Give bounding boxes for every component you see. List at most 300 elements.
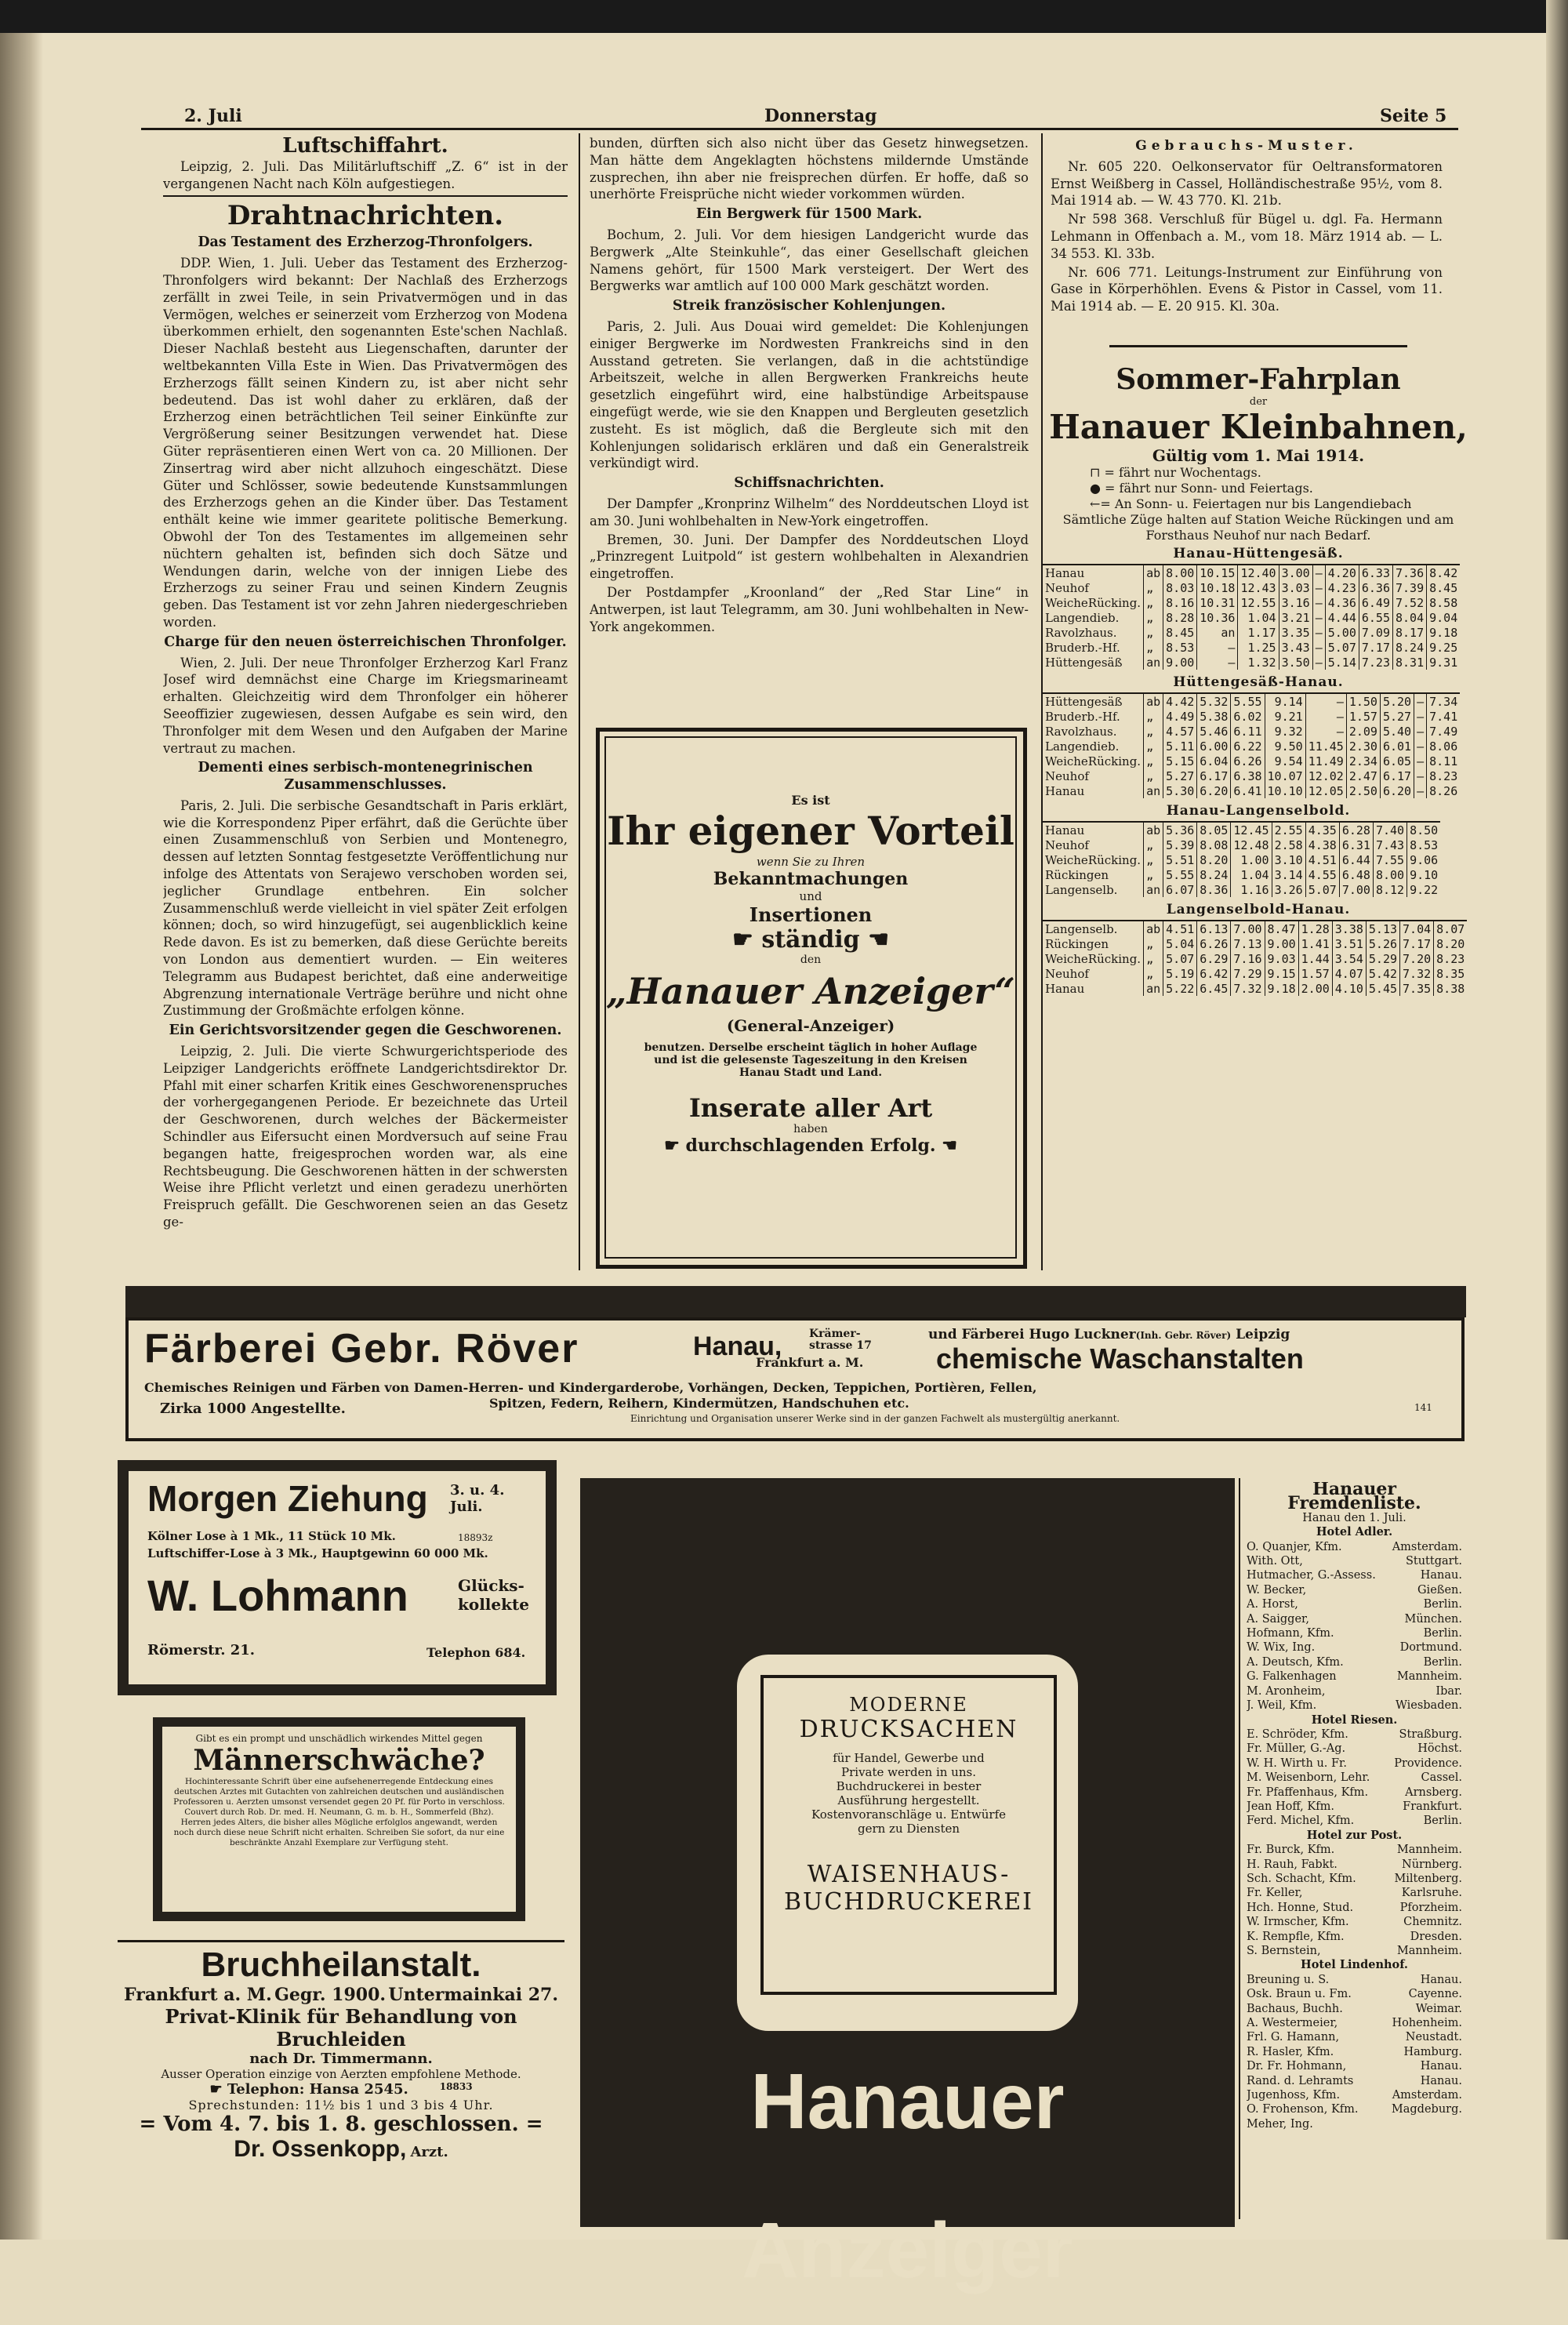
time-cell: 5.07 — [1305, 882, 1339, 897]
time-cell: — — [1414, 739, 1427, 754]
time-cell: 9.10 — [1407, 867, 1441, 882]
time-cell: 12.55 — [1238, 595, 1279, 610]
time-cell: 7.41 — [1427, 709, 1461, 724]
guest-row — [1247, 2002, 1462, 2016]
roever-services: Chemisches Reinigen und Färben von Damen-Herren- und Kindergarderobe, Vorhängen, Decken, Teppichen, Portièren, Fellen, — [144, 1380, 1037, 1395]
time-cell: 9.32 — [1265, 724, 1305, 739]
guest-name: Fr. Pfaffenhaus, Kfm. — [1247, 1786, 1369, 1799]
guest-origin: Cassel. — [1421, 1771, 1462, 1785]
time-cell: 9.14 — [1265, 693, 1305, 709]
time-cell: 8.42 — [1427, 565, 1461, 580]
time-cell: 5.27 — [1163, 768, 1197, 783]
bruch-doctor-title: Arzt. — [410, 2144, 448, 2160]
time-cell: 12.43 — [1238, 580, 1279, 595]
legend-2: ● = fährt nur Sonn- und Feiertags. — [1090, 481, 1313, 496]
roever-note: Einrichtung und Organisation unserer Werke sind in der ganzen Fachwelt als mustergültig anerkannt. — [630, 1413, 1120, 1424]
bruch-phone-row — [118, 2081, 564, 2098]
time-cell: 7.40 — [1373, 822, 1406, 837]
time-cell: 6.38 — [1231, 768, 1265, 783]
guest-origin: Mannheim. — [1396, 1945, 1462, 1957]
time-cell: — — [1312, 565, 1325, 580]
time-cell: 1.25 — [1238, 640, 1279, 655]
time-cell: 8.45 — [1427, 580, 1461, 595]
guest-origin: Nürnberg. — [1402, 1858, 1462, 1871]
heading-drahtnachrichten: Drahtnachrichten. — [227, 200, 504, 232]
binding-edge — [0, 0, 43, 2240]
fahrplan-note: Sämtliche Züge halten auf Station Weiche Rückingen und am Forsthaus Neuhof nur nach Bedarf. — [1062, 512, 1454, 543]
guest-list-post — [1247, 1843, 1462, 1958]
guest-name: Hch. Honne, Stud. — [1247, 1901, 1354, 1914]
time-cell: 1.17 — [1238, 625, 1279, 640]
arr-dep: „ — [1144, 768, 1163, 783]
fremden-hotel: Hotel Lindenhof. — [1301, 1958, 1408, 1972]
time-cell: 11.49 — [1305, 754, 1346, 768]
time-cell: 6.20 — [1197, 783, 1231, 798]
time-cell: 5.30 — [1163, 783, 1197, 798]
guest-origin: Amsterdam. — [1392, 1540, 1462, 1553]
maenner-body: Hochinteressante Schrift über eine aufsehenerregende Entdeckung eines deutschen Arztes mit Gutachten von zahlreichen deutschen und ausländischen Professoren u. Aerzten umsonst versendet gegen 20 Pf. für Porto in verschloss. Couvert durch Rob. Dr. med. H. Neumann, G. m. b. H., Sommerfeld (Bhz). Herren jedes Alters, die bisher alles Mögliche erfolglos angewandt, werden noch durch diese neue Schrift nicht erhalten. Schreiben Sie sofort, da nur eine beschränkte Anzahl Exemplare zur Verfügung steht. — [173, 1777, 505, 1847]
guest-origin: Wiesbaden. — [1395, 1699, 1462, 1713]
gm-3: Nr. 606 771. Leitungs-Instrument zur Einführung von Gase in Körperhöhlen. Evens & Pistor in Cassel, vom 11. Mai 1914 ab. — E. 20 915. Kl. 30a. — [1051, 264, 1443, 314]
guest-origin: Straßburg. — [1399, 1727, 1462, 1741]
guest-row — [1247, 1901, 1462, 1915]
time-cell: — — [1197, 640, 1238, 655]
timetable-row — [1043, 565, 1460, 580]
time-cell: 8.23 — [1434, 951, 1468, 966]
time-cell: 3.35 — [1279, 625, 1312, 640]
time-cell: 4.51 — [1305, 852, 1339, 867]
time-cell: 6.33 — [1359, 565, 1392, 580]
time-cell: 6.31 — [1339, 837, 1373, 852]
guest-origin: Karlsruhe. — [1401, 1887, 1462, 1900]
fremden-hotel: Hotel zur Post. — [1306, 1828, 1403, 1842]
subheading-schiff: Schiffsnachrichten. — [734, 475, 884, 492]
guest-origin: Hanau. — [1420, 2074, 1462, 2087]
timetable-row — [1043, 837, 1440, 852]
ad-vorteil-inner — [604, 736, 1017, 1259]
guest-row — [1247, 2117, 1462, 2131]
guest-row — [1247, 1973, 1462, 1987]
heading-gebrauchsmuster: Gebrauchs-Muster. — [1135, 138, 1358, 154]
time-cell: 2.30 — [1346, 739, 1380, 754]
ad-text: und — [799, 889, 822, 903]
time-cell: 6.07 — [1163, 882, 1197, 897]
guest-row — [1247, 1872, 1462, 1886]
timetable-row — [1043, 867, 1440, 882]
station-name: Hanau — [1043, 822, 1144, 837]
time-cell: 4.55 — [1305, 867, 1339, 882]
guest-name: With. Ott, — [1247, 1555, 1303, 1568]
guest-origin: Berlin. — [1423, 1815, 1462, 1828]
guest-name: Frl. G. Hamann, — [1247, 2031, 1340, 2044]
header-date: 2. Juli — [184, 106, 242, 126]
lohmann-kollekte: Glücks-kollekte — [458, 1576, 529, 1614]
arr-dep: ab — [1144, 565, 1163, 580]
guest-row — [1247, 1727, 1462, 1742]
ad-text: Inserate aller Art — [688, 1093, 933, 1123]
arr-dep: an — [1144, 783, 1163, 798]
col-rule-1 — [579, 133, 580, 1270]
guest-list-lindenhof — [1247, 1973, 1462, 2131]
guest-name: H. Rauh, Fabkt. — [1247, 1858, 1338, 1871]
time-cell: 12.05 — [1305, 783, 1346, 798]
guest-name: W. Wix, Ing. — [1247, 1641, 1316, 1655]
guest-name: A. Saigger, — [1247, 1612, 1309, 1626]
guest-name: Ferd. Michel, Kfm. — [1247, 1815, 1355, 1828]
time-cell: 3.50 — [1279, 655, 1312, 670]
station-name: Hanau — [1045, 981, 1085, 996]
time-cell: 3.51 — [1332, 936, 1366, 951]
timetable-row — [1043, 822, 1440, 837]
guest-name: Hutmacher, G.-Assess. — [1247, 1569, 1376, 1582]
guest-row — [1247, 1756, 1462, 1771]
timetable-row — [1043, 754, 1460, 768]
time-cell: 8.24 — [1197, 867, 1231, 882]
time-cell: 6.26 — [1197, 936, 1231, 951]
timetable-3 — [1043, 821, 1440, 897]
arr-dep: „ — [1144, 966, 1163, 981]
station-name: Bruderb.-Hf. — [1045, 709, 1120, 724]
guest-name: O. Quanjer, Kfm. — [1247, 1540, 1342, 1553]
guest-row — [1247, 1583, 1462, 1597]
timetable-row — [1043, 625, 1460, 640]
roever-street: Krämer-strasse 17 — [809, 1328, 872, 1352]
time-cell: 8.20 — [1434, 936, 1468, 951]
ad-lohmann-frame — [118, 1460, 557, 1695]
time-cell: 6.17 — [1197, 768, 1231, 783]
lohmann-ziehung: Morgen Ziehung — [147, 1478, 428, 1519]
station-name: Langendieb. — [1045, 610, 1120, 625]
time-cell: 7.52 — [1393, 595, 1427, 610]
time-cell: 1.44 — [1298, 951, 1332, 966]
guest-origin: Miltenberg. — [1394, 1872, 1462, 1885]
station-name: Hüttengesäß — [1043, 693, 1144, 709]
timetable-2 — [1043, 692, 1460, 798]
guest-name: Meher, Ing. — [1247, 2117, 1313, 2131]
arr-dep: „ — [1144, 852, 1163, 867]
guest-row — [1247, 2030, 1462, 2044]
time-cell: 6.42 — [1197, 966, 1231, 981]
arr-dep: an — [1144, 981, 1163, 996]
guest-name: W. H. Wirth u. Fr. — [1247, 1756, 1348, 1770]
time-cell: 7.20 — [1400, 951, 1434, 966]
time-cell: 5.11 — [1163, 739, 1197, 754]
guest-origin: Ibar. — [1436, 1684, 1462, 1698]
time-cell: 9.25 — [1427, 640, 1461, 655]
bruch-title: Bruchheilanstalt. — [201, 1945, 481, 1984]
guest-row — [1247, 1540, 1462, 1554]
ad-paper-name: „Hanauer Anzeiger“ — [606, 970, 1015, 1012]
ad-druck — [580, 1478, 1235, 2294]
timetable-row — [1043, 936, 1467, 951]
time-cell: 1.57 — [1298, 966, 1332, 981]
guest-row — [1247, 2102, 1462, 2116]
guest-row — [1247, 2088, 1462, 2102]
time-cell: 5.19 — [1163, 966, 1197, 981]
guest-origin: Höchst. — [1417, 1742, 1462, 1756]
guest-row — [1247, 1886, 1462, 1900]
bruch-city: Frankfurt a. M. — [124, 1985, 272, 2005]
time-cell: 6.26 — [1231, 754, 1265, 768]
ad-maenner-frame — [153, 1717, 525, 1921]
guest-origin: Hanau. — [1420, 2060, 1462, 2073]
guest-name: Bachaus, Buchh. — [1247, 2002, 1343, 2015]
time-cell: 5.07 — [1163, 951, 1197, 966]
time-cell: — — [1305, 693, 1346, 709]
subheading-testament: Das Testament des Erzherzog-Thronfolgers. — [198, 234, 533, 251]
guest-row — [1247, 2059, 1462, 2073]
station-name: Hüttengesäß — [1045, 655, 1123, 670]
station-name: Rückingen — [1045, 867, 1109, 882]
guest-name: Jean Hoff, Kfm. — [1247, 1800, 1334, 1813]
timetable-row — [1043, 724, 1460, 739]
article-streik: Paris, 2. Juli. Aus Douai wird gemeldet: Die Kohlenjungen einiger Bergwerke im Nordwesten Frankreichs sind in den Ausstand getreten. Sie verlangen, daß in die achtstündige Arbeitszeit, welche in allen Bergwerken Frankreichs heute gesetzlich eingeführt wird, eine halbstündige Arbeitspause eingefügt werde, wie sie den Knappen und Bergleuten gesetzlich zusteht. Es ist möglich, daß die Bergleute sich mit den Kohlenjungen solidarisch erklären und daß ein Generalstreik verkündigt wird. — [590, 318, 1029, 471]
guest-name: Fr. Keller, — [1247, 1887, 1303, 1900]
fremdenliste — [1247, 1482, 1462, 2219]
time-cell: 5.14 — [1325, 655, 1359, 670]
timetable-row — [1043, 768, 1460, 783]
time-cell: 7.32 — [1400, 966, 1434, 981]
time-cell: 11.45 — [1305, 739, 1346, 754]
time-cell: — — [1414, 709, 1427, 724]
time-cell: 6.11 — [1231, 724, 1265, 739]
roever-luckner-line — [928, 1327, 1290, 1342]
guest-name: O. Frohenson, Kfm. — [1247, 2103, 1359, 2116]
column-3 — [1051, 135, 1443, 339]
time-cell: 8.23 — [1427, 768, 1461, 783]
time-cell: 6.44 — [1339, 852, 1373, 867]
arr-dep: „ — [1144, 724, 1163, 739]
guest-row — [1247, 1987, 1462, 2001]
timetable-row — [1043, 981, 1467, 996]
time-cell: 7.34 — [1427, 693, 1461, 709]
guest-row — [1247, 1698, 1462, 1713]
time-cell: 5.55 — [1231, 693, 1265, 709]
time-cell: 9.04 — [1427, 610, 1461, 625]
roever-name: Färberei Gebr. Röver — [144, 1326, 579, 1371]
subheading-bergwerk: Ein Bergwerk für 1500 Mark. — [695, 206, 923, 223]
arr-dep: ab — [1144, 822, 1163, 837]
guest-name: Jugenhoss, Kfm. — [1247, 2089, 1341, 2102]
time-cell: 6.55 — [1359, 610, 1392, 625]
time-cell: 7.36 — [1393, 565, 1427, 580]
time-cell: 8.11 — [1427, 754, 1461, 768]
time-cell: 1.04 — [1231, 867, 1272, 882]
bruch-founded: Gegr. 1900. — [274, 1985, 387, 2005]
gm-1: Nr. 605 220. Oelkonservator für Oeltransformatoren Ernst Weißberg in Cassel, Holländischestraße 95½, vom 8. Mai 1914 ab. — W. 43 770. Kl. 21b. — [1051, 158, 1443, 209]
time-cell: 8.38 — [1434, 981, 1468, 996]
time-cell: 7.49 — [1427, 724, 1461, 739]
guest-name: Rand. d. Lehramts — [1247, 2074, 1354, 2087]
bruch-doctor-name: Dr. Ossenkopp, — [234, 2136, 407, 2162]
time-cell: 9.22 — [1407, 882, 1441, 897]
lohmann-name: W. Lohmann — [147, 1571, 408, 1620]
time-cell: 5.29 — [1366, 951, 1399, 966]
fahrplan — [1043, 345, 1474, 1255]
arr-dep: „ — [1144, 709, 1163, 724]
fahrplan-gueltig: Gültig vom 1. Mai 1914. — [1152, 446, 1365, 465]
time-cell: 6.01 — [1380, 739, 1414, 754]
station-name: Ravolzhaus. — [1045, 724, 1117, 739]
station-name: Neuhof — [1045, 768, 1089, 783]
guest-name: R. Hasler, Kfm. — [1247, 2045, 1334, 2058]
arr-dep: „ — [1144, 625, 1163, 640]
time-cell: 8.45 — [1163, 625, 1197, 640]
bruch-closed: = Vom 4. 7. bis 1. 8. geschlossen. = — [139, 2112, 543, 2136]
arr-dep: „ — [1144, 739, 1163, 754]
time-cell: — — [1312, 655, 1325, 670]
guest-row — [1247, 1655, 1462, 1669]
guest-origin: Cayenne. — [1408, 1988, 1462, 2001]
time-cell: — — [1312, 595, 1325, 610]
time-cell: 4.23 — [1325, 580, 1359, 595]
time-cell: 7.04 — [1400, 921, 1434, 936]
timetable-row — [1043, 966, 1467, 981]
time-cell: 4.44 — [1325, 610, 1359, 625]
time-cell: 9.18 — [1427, 625, 1461, 640]
guest-row — [1247, 1786, 1462, 1800]
guest-name: Hofmann, Kfm. — [1247, 1627, 1334, 1640]
ad-erfolg-text: durchschlagenden Erfolg. — [685, 1135, 936, 1156]
guest-origin: Neustadt. — [1405, 2031, 1462, 2044]
time-cell: 7.13 — [1231, 936, 1265, 951]
time-cell: 3.54 — [1332, 951, 1366, 966]
fahrplan-top-rule — [1109, 345, 1407, 347]
ad-text: (General-Anzeiger) — [726, 1016, 895, 1035]
time-cell: 1.16 — [1231, 882, 1272, 897]
subheading-gericht: Ein Gerichtsvorsitzender gegen die Geschworenen. — [169, 1023, 562, 1039]
time-cell: 8.28 — [1163, 610, 1197, 625]
guest-row — [1247, 1684, 1462, 1698]
time-cell: 5.07 — [1325, 640, 1359, 655]
time-cell: 8.00 — [1373, 867, 1406, 882]
guest-origin: Providence. — [1394, 1756, 1462, 1770]
ad-roever — [125, 1317, 1465, 1441]
header-page: Seite 5 — [1380, 106, 1447, 126]
druck-drucksachen: DRUCKSACHEN — [799, 1716, 1018, 1743]
time-cell: 12.45 — [1231, 822, 1272, 837]
time-cell: 8.05 — [1197, 822, 1231, 837]
guest-origin: Magdeburg. — [1391, 2103, 1462, 2116]
lohmann-koelner: Kölner Lose à 1 Mk., 11 Stück 10 Mk. — [147, 1529, 396, 1543]
guest-name: K. Rempfle, Kfm. — [1247, 1930, 1345, 1943]
guest-origin: München. — [1404, 1612, 1462, 1626]
time-cell: 4.10 — [1332, 981, 1366, 996]
guest-name: M. Aronheim, — [1247, 1684, 1326, 1698]
article-gericht: Leipzig, 2. Juli. Die vierte Schwurgerichtsperiode des Leipziger Landgerichts eröffnete Landgerichtsdirektor Dr. Pfahl mit einer scharfen Kritik eines Geschworenenspruches der vorhergegangenen Periode. Er bezeichnete das Urteil der Geschworenen, durch welches der Bäckermeister Schindler aus Eifersucht einen Mordversuch auf seine Frau begangen hatte, freigesprochen worden war, als eine Rechtsbeugung. Die Geschworenen hätten in der schwersten Weise ihre Pflicht verletzt und einen geradezu unerhörten Freispruch gefällt. Die Geschworenen seien an das Gesetz ge- — [163, 1044, 568, 1230]
guest-origin: Hamburg. — [1403, 2045, 1462, 2058]
time-cell: — — [1305, 724, 1346, 739]
time-cell: 12.48 — [1231, 837, 1272, 852]
time-cell: 4.36 — [1325, 595, 1359, 610]
guest-origin: Gießen. — [1417, 1583, 1462, 1597]
druck-buchdruckerei: BUCHDRUCKEREI — [784, 1888, 1033, 1916]
fremden-rule — [1239, 1478, 1240, 2219]
fremden-hotel: Hotel Adler. — [1316, 1525, 1393, 1539]
time-cell: 8.12 — [1373, 882, 1406, 897]
arr-dep: „ — [1144, 867, 1163, 882]
arr-dep: „ — [1144, 640, 1163, 655]
timetable-row — [1043, 595, 1460, 610]
guest-row — [1247, 1843, 1462, 1857]
guest-row — [1247, 2074, 1462, 2088]
guest-row — [1247, 1554, 1462, 1568]
time-cell: 7.00 — [1231, 921, 1265, 936]
fahrplan-section: Hanau-Hüttengesäß. — [1173, 546, 1344, 561]
time-cell: 3.21 — [1279, 610, 1312, 625]
time-cell: 9.18 — [1265, 981, 1298, 996]
gm-2: Nr 598 368. Verschluß für Bügel u. dgl. Fa. Hermann Lehmann in Offenbach a. M., vom 18. März 1914 ab. — L. 34 553. Kl. 33b. — [1051, 212, 1443, 261]
guest-origin: Pforzheim. — [1399, 1901, 1462, 1914]
article-gericht-cont: bunden, dürften sich also nicht über das Gesetz hinwegsetzen. Man hätte dem Angeklagten höchstens mildernde Umstände zusprechen, ihn aber nie freisprechen dürfen. Er hoffe, daß so unerhörte Freisprüche nicht wieder vorkommen würden. — [590, 136, 1029, 202]
arr-dep: „ — [1144, 580, 1163, 595]
time-cell: 5.27 — [1380, 709, 1414, 724]
legend-1: ⊓ = fährt nur Wochentags. — [1090, 465, 1261, 480]
time-cell: — — [1312, 580, 1325, 595]
time-cell: 1.00 — [1231, 852, 1272, 867]
lohmann-ref: 18893z — [458, 1532, 493, 1543]
time-cell: 1.04 — [1238, 610, 1279, 625]
guest-name: A. Westermeier, — [1247, 2017, 1338, 2030]
time-cell: 1.41 — [1298, 936, 1332, 951]
time-cell: 6.17 — [1380, 768, 1414, 783]
time-cell: 8.03 — [1163, 580, 1197, 595]
header-rule — [141, 128, 1458, 130]
ad-text: benutzen. Derselbe erscheint täglich in hoher Auflage — [644, 1041, 978, 1054]
article-charge: Wien, 2. Juli. Der neue Thronfolger Erzherzog Karl Franz Josef wird demnächst eine Charge im Kriegsmarineamt erhalten. Gleichzeitig wird dem Thronfolger ein höherer Seeoffizier zugewiesen, dessen Aufgabe es sein wird, den Thronfolger mit dem Wesen und den Aufgaben der Marine vertraut zu machen. — [163, 655, 568, 756]
guest-origin: Weimar. — [1415, 2002, 1462, 2015]
guest-row — [1247, 1771, 1462, 1785]
time-cell: 7.23 — [1359, 655, 1392, 670]
time-cell: 6.36 — [1359, 580, 1392, 595]
station-name: Neuhof — [1045, 837, 1089, 852]
time-cell: 6.05 — [1380, 754, 1414, 768]
guest-row — [1247, 1742, 1462, 1756]
ad-text: haben — [793, 1123, 828, 1135]
time-cell: 2.09 — [1346, 724, 1380, 739]
guest-origin: Hohenheim. — [1392, 2017, 1462, 2030]
subheading-dementi: Dementi eines serbisch-montenegrinischen Zusammenschlusses. — [198, 760, 533, 794]
timetable-row — [1043, 693, 1460, 709]
timetable-row — [1043, 882, 1440, 897]
guest-name: J. Weil, Kfm. — [1247, 1699, 1317, 1713]
arr-dep: „ — [1144, 610, 1163, 625]
time-cell: 9.21 — [1265, 709, 1305, 724]
time-cell: 7.32 — [1231, 981, 1265, 996]
time-cell: 7.09 — [1359, 625, 1392, 640]
lohmann-dates: 3. u. 4. Juli. — [450, 1482, 505, 1515]
station-name: WeicheRücking. — [1045, 951, 1142, 966]
time-cell: 5.45 — [1366, 981, 1399, 996]
guest-name: W. Irmscher, Kfm. — [1247, 1916, 1349, 1929]
article-testament: DDP. Wien, 1. Juli. Ueber das Testament des Erzherzog-Thronfolgers wird bekannt: Der Nachlaß des Erzherzogs zerfällt in zwei Teile, in sein Privatvermögen und in das Vermögen, welches er seinerzeit vom Erzherzog von Modena überkommen erhielt, den sogenannten Este'schen Nachlaß. Dieser Nachlaß besteht aus Liegenschaften, darunter der weltbekannten Villa Este in Wien. Das Privatvermögen des Erzherzogs fällt seinen Kindern zu, ist aber nicht sehr bedeutend. Das ist wohl daher zu erklären, daß der Erzherzog einen beträchtlichen Teil seiner Einkünfte zur Vergrößerung seiner Besitzungen verwendet hat. Diese Güter repräsentieren einen Wert von ca. 20 Millionen. Der Zinsertrag wird aber nicht allzuhoch eingeschätzt. Diese Güter und Schlösser, sowie bedeutende Kunstsammlungen des Erzherzogs gehen an die Kinder über. Das Testament enthält keine wie immer gearitete politische Bemerkung. Obwohl der Ton des Testamentes im allgemeinen sehr nüchtern gehalten ist, befinden sich doch Sätze und Wendungen darin, welche von der innigen Liebe des Erzherzogs zu seiner Frau und seinen Kindern Zeugnis geben. Das Testament ist vor zehn Jahren niedergeschrieben worden. — [163, 256, 568, 630]
timetable-1 — [1043, 564, 1460, 670]
time-cell: 5.15 — [1163, 754, 1197, 768]
time-cell: 9.00 — [1265, 936, 1298, 951]
subheading-charge: Charge für den neuen österreichischen Thronfolger. — [164, 634, 567, 650]
time-cell: 7.16 — [1231, 951, 1265, 966]
time-cell: 8.20 — [1197, 852, 1231, 867]
time-cell: — — [1312, 640, 1325, 655]
station-name: WeicheRücking. — [1045, 852, 1142, 867]
guest-name: Fr. Burck, Kfm. — [1247, 1844, 1335, 1857]
guest-origin: Mannheim. — [1396, 1670, 1462, 1684]
scan-top-border — [0, 0, 1568, 33]
guest-origin: Berlin. — [1423, 1598, 1462, 1611]
time-cell: 4.42 — [1163, 693, 1197, 709]
roever-waschanstalten: chemische Waschanstalten — [936, 1342, 1304, 1375]
time-cell: 4.20 — [1325, 565, 1359, 580]
